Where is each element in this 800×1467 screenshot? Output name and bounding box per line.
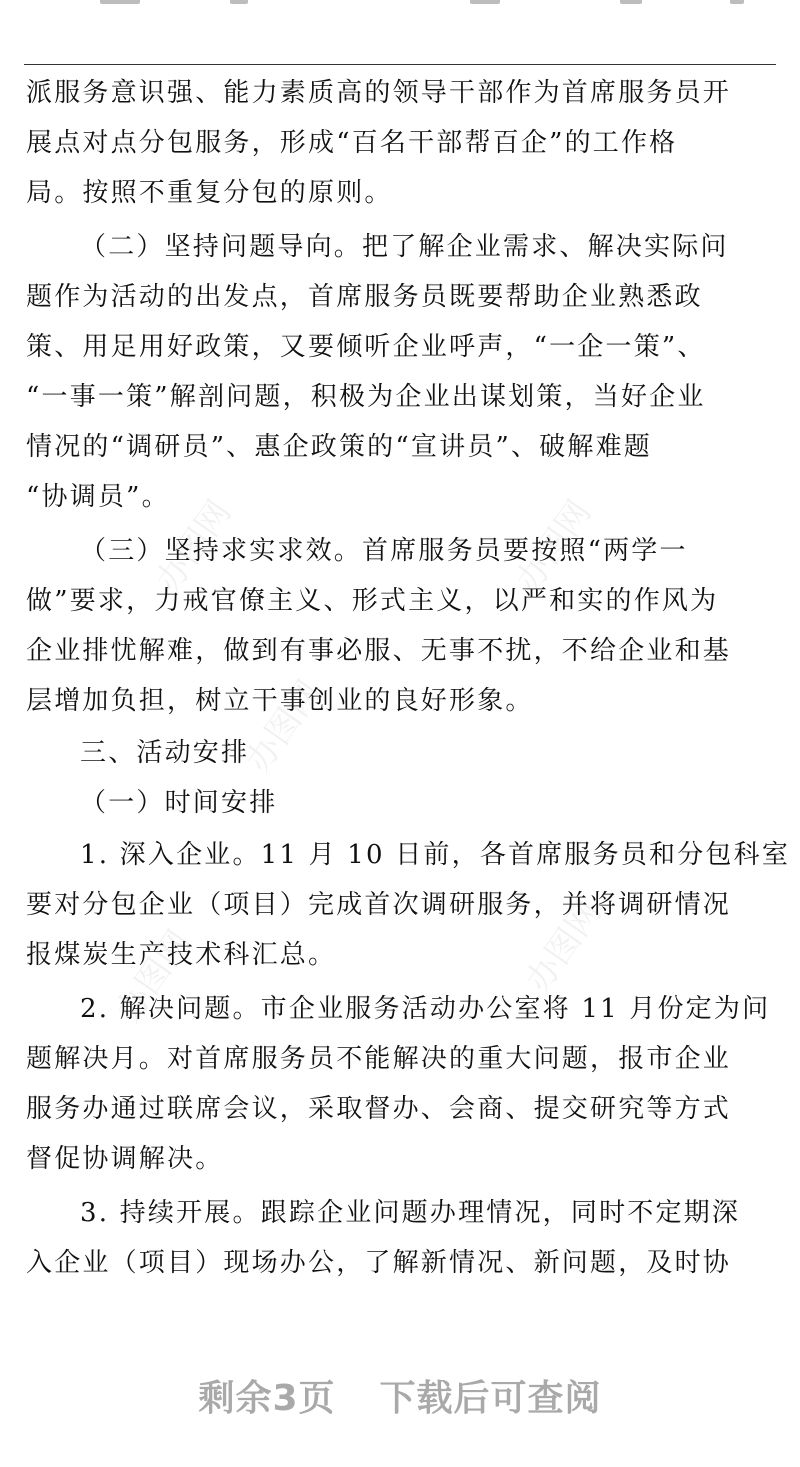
- text-line: 督促协调解决。: [26, 1144, 224, 1174]
- text-line: 情况的“调研员”、惠企政策的“宣讲员”、破解难题: [26, 432, 652, 462]
- text-line: 服务办通过联席会议，采取督办、会商、提交研究等方式: [26, 1094, 732, 1124]
- section-heading-2: （二）坚持问题导向。把了解企业需求、解决实际问: [80, 232, 729, 262]
- text-line: 报煤炭生产技术科汇总。: [26, 940, 337, 970]
- text-line: 层增加负担，树立干事创业的良好形象。: [26, 686, 534, 716]
- text-line: 展点对点分包服务，形成“百名干部帮百企”的工作格: [26, 128, 678, 158]
- text-line: 要对分包企业（项目）完成首次调研服务，并将调研情况: [26, 890, 732, 920]
- watermark: 办图网: [508, 493, 600, 600]
- chapter-heading: 三、活动安排: [80, 738, 250, 768]
- text-line: 做”要求，力戒官僚主义、形式主义，以严和实的作风为: [26, 586, 719, 616]
- watermark: 办图网: [108, 923, 200, 1030]
- text-line: “协调员”。: [26, 482, 170, 512]
- text-line: 局。按照不重复分包的原则。: [26, 178, 393, 208]
- download-prompt-banner[interactable]: [0, 1370, 800, 1421]
- list-item-3: 3. 持续开展。跟踪企业问题办理情况，同时不定期深: [80, 1198, 741, 1228]
- list-item-2: 2. 解决问题。市企业服务活动办公室将 11 月份定为问: [80, 994, 771, 1024]
- header-rule: [24, 64, 776, 65]
- watermark: 办图网: [238, 673, 330, 780]
- text-line: 派服务意识强、能力素质高的领导干部作为首席服务员开: [26, 78, 732, 108]
- watermark: 办图网: [148, 493, 240, 600]
- download-to-read-text: 下载后可查阅: [379, 1378, 602, 1419]
- text-line: 策、用足用好政策，又要倾听企业呼声，“一企一策”、: [26, 332, 706, 362]
- text-line: “一事一策”解剖问题，积极为企业出谋划策，当好企业: [26, 382, 706, 412]
- remaining-pages-text: 剩余3页: [198, 1378, 336, 1419]
- section-heading-3: （三）坚持求实求效。首席服务员要按照“两学一: [80, 536, 688, 566]
- subsection-heading: （一）时间安排: [80, 788, 278, 818]
- watermark: 办图网: [518, 893, 610, 1000]
- previous-page-cutoff: [0, 0, 800, 10]
- text-line: 企业排忧解难，做到有事必服、无事不扰，不给企业和基: [26, 636, 732, 666]
- text-line: 入企业（项目）现场办公，了解新情况、新问题，及时协: [26, 1248, 732, 1278]
- list-item-1: 1. 深入企业。11 月 10 日前，各首席服务员和分包科室: [80, 840, 791, 870]
- text-line: 题解决月。对首席服务员不能解决的重大问题，报市企业: [26, 1044, 732, 1074]
- text-line: 题作为活动的出发点，首席服务员既要帮助企业熟悉政: [26, 282, 703, 312]
